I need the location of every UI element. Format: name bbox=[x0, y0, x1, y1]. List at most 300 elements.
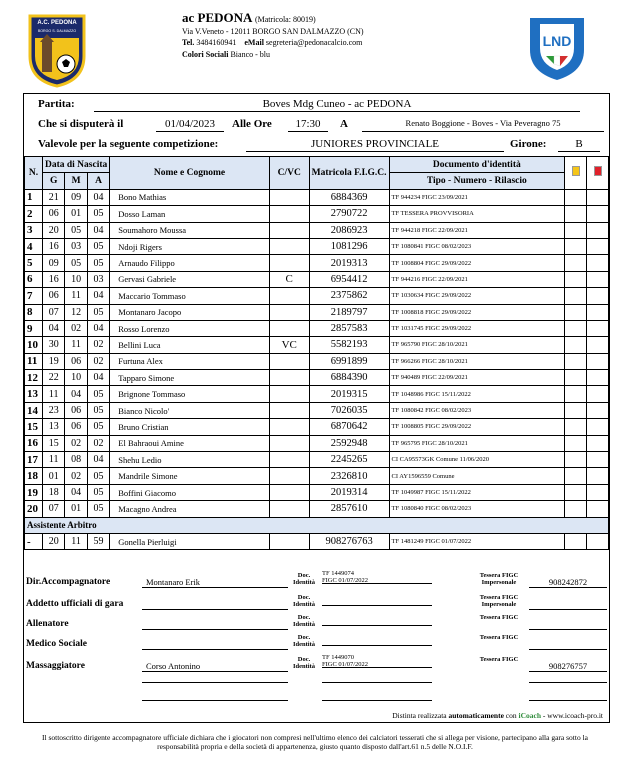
birth-month: 09 bbox=[65, 189, 87, 205]
assistant-cvc bbox=[269, 533, 309, 549]
yellow-card-cell bbox=[565, 468, 587, 484]
partita-value: Boves Mdg Cuneo - ac PEDONA bbox=[94, 98, 580, 112]
staff-doc: TF 1449074 FIGC 01/07/2022 bbox=[322, 570, 432, 584]
assistant-doc: TF 1481249 FIGC 01/07/2022 bbox=[389, 533, 565, 549]
captain-mark: VC bbox=[269, 337, 309, 353]
staff-doc-label: Doc. Identità bbox=[292, 594, 316, 608]
red-card-cell bbox=[587, 271, 609, 287]
table-header-row bbox=[25, 157, 609, 173]
player-name: Mandrile Simone bbox=[110, 468, 269, 484]
player-row bbox=[25, 353, 609, 369]
player-document: CI AY1596559 Comune bbox=[389, 468, 565, 484]
captain-mark bbox=[269, 435, 309, 451]
birth-day: 16 bbox=[42, 238, 64, 254]
player-row bbox=[25, 271, 609, 287]
staff-doc: TF 1449070 FIGC 01/07/2022 bbox=[322, 654, 432, 668]
yellow-card-cell bbox=[565, 189, 587, 205]
player-document: TF 1080840 FIGC 08/02/2023 bbox=[389, 501, 565, 517]
birth-day: 07 bbox=[42, 304, 64, 320]
player-number: 19 bbox=[25, 484, 43, 500]
player-name: Maccario Tommaso bbox=[110, 288, 269, 304]
staff-tessera-label: Tessera FIGC bbox=[479, 656, 519, 663]
staff-row bbox=[24, 634, 611, 656]
staff-row bbox=[24, 656, 611, 678]
red-card-cell bbox=[587, 353, 609, 369]
extra-line bbox=[322, 700, 432, 701]
matricola: 2245265 bbox=[309, 452, 389, 468]
red-card-cell bbox=[587, 468, 609, 484]
match-date: 01/04/2023 bbox=[156, 118, 224, 132]
birth-year: 02 bbox=[87, 337, 109, 353]
player-number: 18 bbox=[25, 468, 43, 484]
staff-role: Allenatore bbox=[26, 619, 69, 629]
matricola: 7026035 bbox=[309, 402, 389, 418]
red-card-cell bbox=[587, 452, 609, 468]
icoach-credit: Distinta realizzata automaticamente con iCoach - www.icoach-pro.it bbox=[392, 711, 603, 720]
birth-day: 01 bbox=[42, 468, 64, 484]
assistant-n: - bbox=[25, 533, 43, 549]
matricola: 2086923 bbox=[309, 222, 389, 238]
valevole-label: Valevole per la seguente competizione: bbox=[38, 138, 219, 150]
player-number: 12 bbox=[25, 370, 43, 386]
yellow-card-cell bbox=[565, 271, 587, 287]
extra-line bbox=[322, 682, 432, 683]
player-document: TF 965795 FIGC 28/10/2021 bbox=[389, 435, 565, 451]
club-info bbox=[182, 12, 364, 60]
yellow-card-cell bbox=[565, 238, 587, 254]
club-logo bbox=[26, 12, 88, 88]
birth-day: 30 bbox=[42, 337, 64, 353]
player-number: 6 bbox=[25, 271, 43, 287]
birth-year: 02 bbox=[87, 435, 109, 451]
birth-day: 20 bbox=[42, 222, 64, 238]
player-row bbox=[25, 288, 609, 304]
captain-mark: C bbox=[269, 271, 309, 287]
birth-month: 06 bbox=[65, 419, 87, 435]
birth-day: 06 bbox=[42, 206, 64, 222]
logo-text-top: A.C. PEDONA bbox=[37, 20, 77, 26]
red-card-cell bbox=[587, 304, 609, 320]
birth-month: 01 bbox=[65, 206, 87, 222]
red-card-cell bbox=[587, 386, 609, 402]
player-document: TF 1030634 FIGC 29/09/2022 bbox=[389, 288, 565, 304]
staff-tessera bbox=[529, 640, 607, 650]
yellow-card-cell bbox=[565, 370, 587, 386]
player-document: TF 966266 FIGC 28/10/2021 bbox=[389, 353, 565, 369]
logo-text-sub: BORGO S. DALMAZZO bbox=[37, 29, 77, 33]
birth-day: 21 bbox=[42, 189, 64, 205]
captain-mark bbox=[269, 255, 309, 271]
captain-mark bbox=[269, 304, 309, 320]
player-row bbox=[25, 304, 609, 320]
player-document: TF 1008818 FIGC 29/09/2022 bbox=[389, 304, 565, 320]
player-name: Soumahoro Moussa bbox=[110, 222, 269, 238]
birth-month: 08 bbox=[65, 452, 87, 468]
staff-row bbox=[24, 594, 611, 616]
disputera-label: Che si disputerà il bbox=[38, 118, 124, 130]
player-name: Macagno Andrea bbox=[110, 501, 269, 517]
player-number: 10 bbox=[25, 337, 43, 353]
player-row bbox=[25, 337, 609, 353]
birth-year: 05 bbox=[87, 484, 109, 500]
player-number: 13 bbox=[25, 386, 43, 402]
player-document: TF 944218 FIGC 22/09/2021 bbox=[389, 222, 565, 238]
matricola: 2790722 bbox=[309, 206, 389, 222]
birth-year: 05 bbox=[87, 419, 109, 435]
player-name: Bianco Nicolo' bbox=[110, 402, 269, 418]
player-name: Arnaudo Filippo bbox=[110, 255, 269, 271]
red-card-cell bbox=[587, 435, 609, 451]
birth-year: 04 bbox=[87, 288, 109, 304]
yellow-card-cell bbox=[565, 255, 587, 271]
yellow-card-cell bbox=[565, 337, 587, 353]
assistant-yellow bbox=[565, 533, 587, 549]
birth-month: 06 bbox=[65, 353, 87, 369]
player-document: TF 940489 FIGC 22/09/2021 bbox=[389, 370, 565, 386]
player-row bbox=[25, 255, 609, 271]
staff-row bbox=[24, 572, 611, 594]
match-venue: Renato Boggione - Boves - Via Peveragno 75 bbox=[362, 118, 604, 132]
player-document: TF 965790 FIGC 28/10/2021 bbox=[389, 337, 565, 353]
red-card-cell bbox=[587, 288, 609, 304]
staff-name bbox=[142, 620, 288, 630]
matricola: 6991899 bbox=[309, 353, 389, 369]
staff-tessera-label: Tessera FIGC bbox=[479, 634, 519, 641]
alle-ore-label: Alle Ore bbox=[232, 118, 272, 130]
birth-month: 05 bbox=[65, 255, 87, 271]
player-name: Furtuna Alex bbox=[110, 353, 269, 369]
col-n: N. bbox=[25, 157, 43, 190]
red-card-icon bbox=[594, 166, 602, 176]
birth-day: 16 bbox=[42, 271, 64, 287]
club-name: ac PEDONA (Matricola: 80019) bbox=[182, 10, 316, 25]
captain-mark bbox=[269, 238, 309, 254]
matricola: 6884390 bbox=[309, 370, 389, 386]
player-row bbox=[25, 402, 609, 418]
staff-tessera-label: Tessera FIGC Impersonale bbox=[479, 594, 519, 608]
player-row bbox=[25, 386, 609, 402]
birth-year: 04 bbox=[87, 189, 109, 205]
player-row bbox=[25, 419, 609, 435]
staff-doc-label: Doc. Identità bbox=[292, 656, 316, 670]
extra-line bbox=[142, 682, 288, 683]
player-row bbox=[25, 370, 609, 386]
player-number: 11 bbox=[25, 353, 43, 369]
birth-year: 05 bbox=[87, 304, 109, 320]
player-document: TF 1080841 FIGC 08/02/2023 bbox=[389, 238, 565, 254]
birth-day: 18 bbox=[42, 484, 64, 500]
yellow-card-cell bbox=[565, 484, 587, 500]
player-name: Tapparo Simone bbox=[110, 370, 269, 386]
yellow-card-cell bbox=[565, 222, 587, 238]
yellow-card-cell bbox=[565, 452, 587, 468]
staff-tessera-label: Tessera FIGC Impersonale bbox=[479, 572, 519, 586]
player-document: TF 944234 FIGC 23/09/2021 bbox=[389, 189, 565, 205]
birth-year: 05 bbox=[87, 402, 109, 418]
col-cvc: C/VC bbox=[269, 157, 309, 190]
staff-role: Medico Sociale bbox=[26, 639, 87, 649]
captain-mark bbox=[269, 452, 309, 468]
player-row bbox=[25, 501, 609, 517]
club-address: Via V.Veneto - 12011 BORGO SAN DALMAZZO (CN) bbox=[182, 26, 364, 36]
red-card-cell bbox=[587, 222, 609, 238]
matricola: 2857610 bbox=[309, 501, 389, 517]
girone-value: B bbox=[558, 138, 600, 152]
col-birth: Data di Nascita bbox=[42, 157, 109, 173]
birth-month: 12 bbox=[65, 304, 87, 320]
col-doc-sub: Tipo - Numero - Rilascio bbox=[389, 173, 565, 189]
assistant-name: Gonella Pierluigi bbox=[110, 533, 269, 549]
red-card-cell bbox=[587, 189, 609, 205]
player-number: 3 bbox=[25, 222, 43, 238]
red-card-cell bbox=[587, 337, 609, 353]
birth-day: 09 bbox=[42, 255, 64, 271]
player-row bbox=[25, 468, 609, 484]
girone-label: Girone: bbox=[510, 138, 547, 150]
red-card-cell bbox=[587, 238, 609, 254]
staff-name bbox=[142, 640, 288, 650]
captain-mark bbox=[269, 353, 309, 369]
yellow-card-cell bbox=[565, 435, 587, 451]
captain-mark bbox=[269, 484, 309, 500]
birth-day: 04 bbox=[42, 320, 64, 336]
staff-tessera bbox=[529, 600, 607, 610]
birth-year: 03 bbox=[87, 271, 109, 287]
captain-mark bbox=[269, 370, 309, 386]
player-document: TF 944216 FIGC 22/09/2021 bbox=[389, 271, 565, 287]
birth-day: 22 bbox=[42, 370, 64, 386]
red-card-col bbox=[587, 157, 609, 190]
birth-month: 04 bbox=[65, 386, 87, 402]
staff-tessera: 908276757 bbox=[529, 662, 607, 672]
matricola: 1081296 bbox=[309, 238, 389, 254]
captain-mark bbox=[269, 419, 309, 435]
player-name: Bono Mathias bbox=[110, 189, 269, 205]
birth-year: 04 bbox=[87, 452, 109, 468]
yellow-card-cell bbox=[565, 304, 587, 320]
lnd-logo-text: LND bbox=[542, 33, 572, 49]
staff-role: Addetto ufficiali di gara bbox=[26, 599, 124, 609]
player-row bbox=[25, 206, 609, 222]
birth-day: 19 bbox=[42, 353, 64, 369]
col-doc: Documento d'identità bbox=[389, 157, 565, 173]
red-card-cell bbox=[587, 419, 609, 435]
player-number: 9 bbox=[25, 320, 43, 336]
player-row bbox=[25, 238, 609, 254]
player-number: 15 bbox=[25, 419, 43, 435]
captain-mark bbox=[269, 222, 309, 238]
captain-mark bbox=[269, 386, 309, 402]
player-number: 5 bbox=[25, 255, 43, 271]
matricola: 2019315 bbox=[309, 386, 389, 402]
birth-year: 04 bbox=[87, 320, 109, 336]
col-g: G bbox=[42, 173, 64, 189]
competition: JUNIORES PROVINCIALE bbox=[246, 138, 504, 152]
player-number: 7 bbox=[25, 288, 43, 304]
staff-name bbox=[142, 600, 288, 610]
matricola: 2019314 bbox=[309, 484, 389, 500]
player-name: Ndoji Rigers bbox=[110, 238, 269, 254]
birth-day: 23 bbox=[42, 402, 64, 418]
player-document: CI CA95573GK Comune 11/06/2020 bbox=[389, 452, 565, 468]
birth-year: 05 bbox=[87, 386, 109, 402]
player-name: El Bahraoui Amine bbox=[110, 435, 269, 451]
col-a: A bbox=[87, 173, 109, 189]
birth-day: 13 bbox=[42, 419, 64, 435]
player-name: Dosso Laman bbox=[110, 206, 269, 222]
assistant-row bbox=[25, 533, 609, 549]
staff-row bbox=[24, 614, 611, 636]
match-time: 17:30 bbox=[288, 118, 328, 132]
player-name: Montanaro Jacopo bbox=[110, 304, 269, 320]
yellow-card-icon bbox=[572, 166, 580, 176]
matricola: 2189797 bbox=[309, 304, 389, 320]
captain-mark bbox=[269, 501, 309, 517]
yellow-card-cell bbox=[565, 206, 587, 222]
extra-line bbox=[142, 700, 288, 701]
roster-frame bbox=[23, 93, 610, 723]
player-document: TF 1008805 FIGC 29/09/2022 bbox=[389, 419, 565, 435]
birth-month: 01 bbox=[65, 501, 87, 517]
red-card-cell bbox=[587, 501, 609, 517]
player-name: Brignone Tommaso bbox=[110, 386, 269, 402]
staff-role: Dir.Accompagnatore bbox=[26, 577, 111, 587]
players-table bbox=[24, 156, 609, 550]
birth-month: 04 bbox=[65, 484, 87, 500]
matricola: 2019313 bbox=[309, 255, 389, 271]
red-card-cell bbox=[587, 370, 609, 386]
player-document: TF 1080842 FIGC 08/02/2023 bbox=[389, 402, 565, 418]
player-document: TF 1008804 FIGC 29/09/2022 bbox=[389, 255, 565, 271]
col-name: Nome e Cognome bbox=[110, 157, 269, 190]
assistant-matricola: 908276763 bbox=[309, 533, 389, 549]
player-name: Boffini Giacomo bbox=[110, 484, 269, 500]
player-number: 14 bbox=[25, 402, 43, 418]
staff-tessera-label: Tessera FIGC bbox=[479, 614, 519, 621]
birth-year: 05 bbox=[87, 255, 109, 271]
staff-doc-label: Doc. Identità bbox=[292, 634, 316, 648]
red-card-cell bbox=[587, 402, 609, 418]
staff-tessera bbox=[529, 620, 607, 630]
player-number: 2 bbox=[25, 206, 43, 222]
club-registration: (Matricola: 80019) bbox=[254, 15, 316, 24]
player-name: Shehu Ledio bbox=[110, 452, 269, 468]
birth-month: 11 bbox=[65, 288, 87, 304]
matricola: 6870642 bbox=[309, 419, 389, 435]
col-matricola: Matricola F.I.G.C. bbox=[309, 157, 389, 190]
assistant-red bbox=[587, 533, 609, 549]
footer-disclaimer: Il sottoscritto dirigente accompagnatore ufficiale dichiara che i giocatori non compresi nell'ultimo elenco dei calciatori tesserati che si allega per visione, partecipano alla gara sotto la responsabilità propria e della società di appartenenza, giusto quanto disposto dall'art.61 n.5 delle N.O.I.F. bbox=[42, 733, 588, 751]
staff-doc bbox=[322, 592, 432, 606]
player-name: Rosso Lorenzo bbox=[110, 320, 269, 336]
staff-name: Montanaro Erik bbox=[142, 578, 288, 588]
matricola: 5582193 bbox=[309, 337, 389, 353]
yellow-card-cell bbox=[565, 386, 587, 402]
yellow-card-cell bbox=[565, 320, 587, 336]
player-number: 1 bbox=[25, 189, 43, 205]
matricola: 2857583 bbox=[309, 320, 389, 336]
extra-line bbox=[529, 700, 607, 701]
staff-role: Massaggiatore bbox=[26, 661, 85, 671]
player-document: TF 1049987 FIGC 15/11/2022 bbox=[389, 484, 565, 500]
birth-month: 10 bbox=[65, 271, 87, 287]
captain-mark bbox=[269, 189, 309, 205]
club-colors: Colori Sociali Bianco - blu bbox=[182, 49, 270, 59]
partita-label: Partita: bbox=[38, 98, 75, 110]
birth-month: 10 bbox=[65, 370, 87, 386]
lnd-logo bbox=[526, 14, 588, 84]
birth-day: 07 bbox=[42, 501, 64, 517]
birth-day: 06 bbox=[42, 288, 64, 304]
birth-month: 02 bbox=[65, 320, 87, 336]
club-contacts: Tel. 3484160941 eMail segreteria@pedonacalcio.com bbox=[182, 38, 363, 47]
staff-doc-label: Doc. Identità bbox=[292, 572, 316, 586]
yellow-card-col bbox=[565, 157, 587, 190]
player-row bbox=[25, 452, 609, 468]
red-card-cell bbox=[587, 320, 609, 336]
yellow-card-cell bbox=[565, 419, 587, 435]
matricola: 2592948 bbox=[309, 435, 389, 451]
birth-year: 04 bbox=[87, 222, 109, 238]
player-document: TF TESSERA PROVVISORIA bbox=[389, 206, 565, 222]
player-number: 4 bbox=[25, 238, 43, 254]
matricola: 6884369 bbox=[309, 189, 389, 205]
matricola: 6954412 bbox=[309, 271, 389, 287]
birth-day: 11 bbox=[42, 452, 64, 468]
player-row bbox=[25, 222, 609, 238]
yellow-card-cell bbox=[565, 501, 587, 517]
staff-name: Corso Antonino bbox=[142, 662, 288, 672]
red-card-cell bbox=[587, 255, 609, 271]
staff-doc bbox=[322, 632, 432, 646]
captain-mark bbox=[269, 320, 309, 336]
yellow-card-cell bbox=[565, 353, 587, 369]
assistant-g: 20 bbox=[42, 533, 64, 549]
player-row bbox=[25, 484, 609, 500]
red-card-cell bbox=[587, 484, 609, 500]
assistant-a: 59 bbox=[87, 533, 109, 549]
player-document: TF 1031745 FIGC 29/09/2022 bbox=[389, 320, 565, 336]
player-name: Bruno Cristian bbox=[110, 419, 269, 435]
birth-year: 05 bbox=[87, 468, 109, 484]
birth-year: 05 bbox=[87, 501, 109, 517]
captain-mark bbox=[269, 288, 309, 304]
a-label: A bbox=[340, 118, 348, 130]
birth-month: 03 bbox=[65, 238, 87, 254]
player-number: 17 bbox=[25, 452, 43, 468]
assistant-m: 11 bbox=[65, 533, 87, 549]
player-row bbox=[25, 189, 609, 205]
matricola: 2375862 bbox=[309, 288, 389, 304]
birth-month: 11 bbox=[65, 337, 87, 353]
birth-month: 02 bbox=[65, 435, 87, 451]
birth-day: 15 bbox=[42, 435, 64, 451]
player-row bbox=[25, 320, 609, 336]
extra-line bbox=[529, 682, 607, 683]
yellow-card-cell bbox=[565, 288, 587, 304]
player-number: 8 bbox=[25, 304, 43, 320]
player-name: Bellini Luca bbox=[110, 337, 269, 353]
col-m: M bbox=[65, 173, 87, 189]
staff-doc bbox=[322, 612, 432, 626]
assistant-section-row bbox=[25, 517, 609, 533]
birth-year: 05 bbox=[87, 206, 109, 222]
assistant-section-label: Assistente Arbitro bbox=[25, 517, 609, 533]
player-document: TF 1048986 FIGC 15/11/2022 bbox=[389, 386, 565, 402]
birth-month: 05 bbox=[65, 222, 87, 238]
player-row bbox=[25, 435, 609, 451]
yellow-card-cell bbox=[565, 402, 587, 418]
